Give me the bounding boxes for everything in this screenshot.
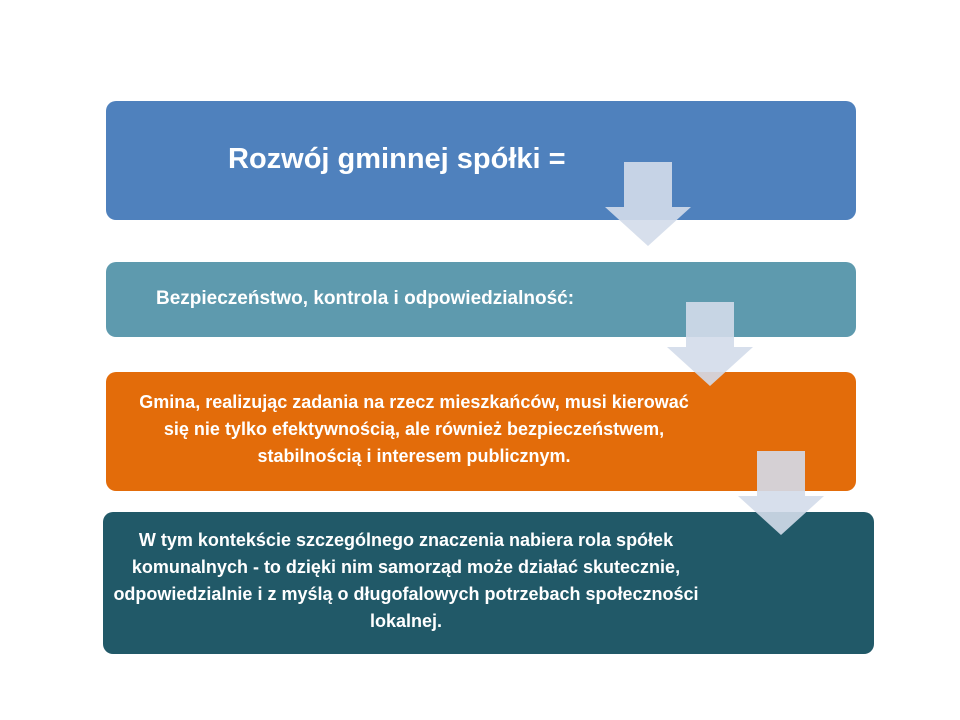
step-1-box: [106, 101, 856, 220]
step-1-text: Rozwój gminnej spółki =: [228, 143, 566, 175]
down-arrow-icon: [605, 162, 691, 246]
step-2-text: Bezpieczeństwo, kontrola i odpowiedzialność:: [156, 287, 575, 309]
step-4-text: W tym kontekście szczególnego znaczenia nabiera rola spółek komunalnych - to dzięki nim samorząd może działać skutecznie, odpowiedzialnie i z myślą o długofalowych potrzebach społeczności lokalnej.: [113, 530, 699, 631]
down-arrow-icon: [738, 451, 824, 535]
down-arrow-icon: [667, 302, 753, 386]
step-3-text: Gmina, realizując zadania na rzecz mieszkańców, musi kierować się nie tylko efektywnością, ale również bezpieczeństwem, stabilnością i interesem publicznym.: [139, 392, 689, 466]
